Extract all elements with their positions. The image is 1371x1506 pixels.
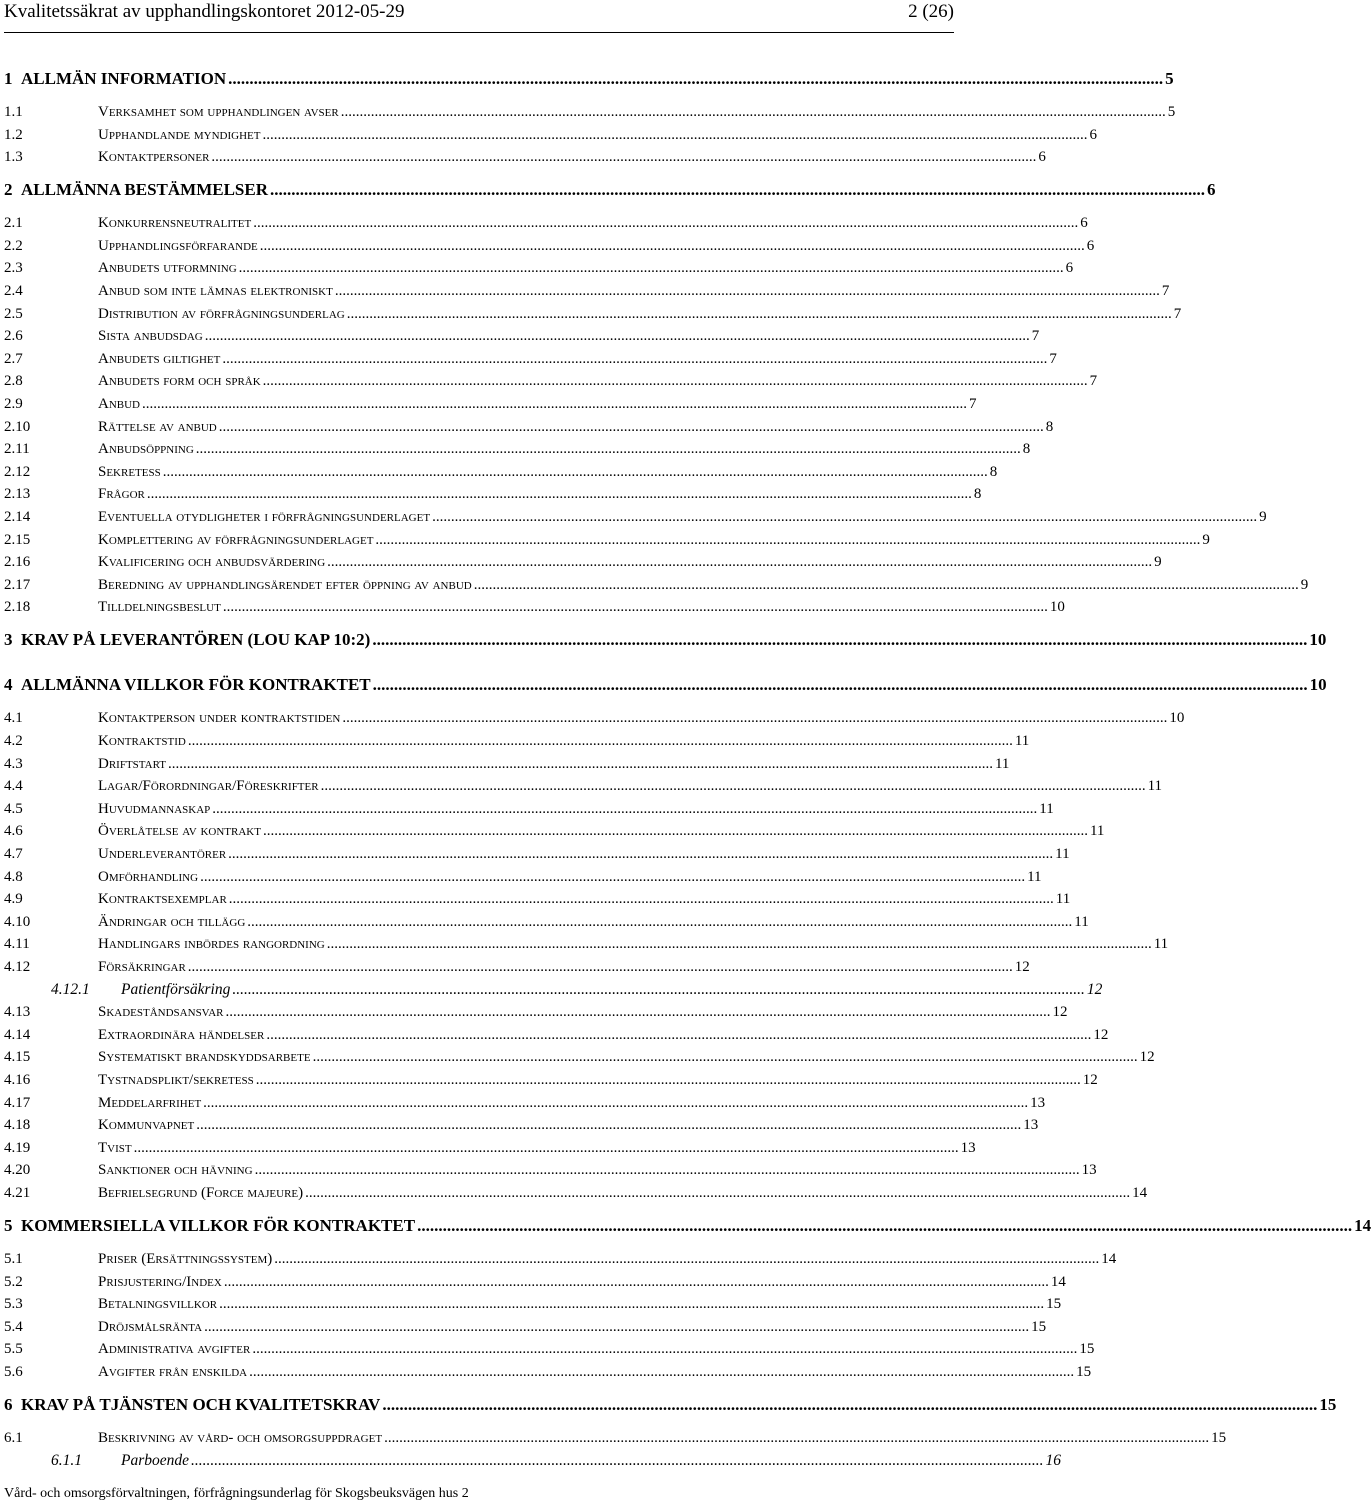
dot-leader: ............................................................................................................................................................................................................................ [417,1216,1353,1235]
dot-leader: ............................................................................................................................................................................................................................ [255,1072,1081,1088]
toc-entry-page: 11 [1074,914,1089,930]
toc-entry-title: Anbud [98,396,141,412]
toc-entry-title: Beskrivning av vård- och omsorgsuppdraget [98,1430,383,1446]
toc-entry[interactable] [0,529,1210,551]
toc-entry[interactable] [0,303,1182,325]
dot-leader: ............................................................................................................................................................................................................................ [211,149,1037,165]
toc-entry[interactable] [0,393,977,415]
dot-leader: ............................................................................................................................................................................................................................ [320,778,1146,794]
dot-leader: ............................................................................................................................................................................................................................ [327,554,1153,570]
toc-entry-number: 5.2 [4,1274,23,1290]
toc-entry-number: 4.21 [4,1185,31,1201]
dot-leader: ............................................................................................................................................................................................................................ [274,1251,1100,1267]
dot-leader: ............................................................................................................................................................................................................................ [204,1319,1030,1335]
toc-entry-title: Kommunvapnet [98,1117,195,1133]
toc-entry-page: 8 [1022,441,1031,457]
dot-leader: ............................................................................................................................................................................................................................ [372,630,1308,649]
toc-entry-number: 1 [4,69,13,88]
toc-entry-page: 14 [1132,1185,1148,1201]
dot-leader: ............................................................................................................................................................................................................................ [342,710,1168,726]
toc-entry[interactable] [0,707,1185,729]
toc-entry[interactable] [0,911,1089,933]
toc-entry-page: 15 [1079,1341,1095,1357]
page-footer: Vård- och omsorgsförvaltningen, förfrågningsunderlag för Skogsbeuksvägen hus 2 [4,1486,469,1501]
toc-entry-number: 4.9 [4,891,23,907]
toc-entry-page: 6 [1086,238,1095,254]
toc-entry-title: Anbudets utformning [98,260,237,276]
toc-entry-number: 5.1 [4,1251,23,1267]
toc-entry[interactable] [0,124,1097,146]
toc-entry-number: 4.2 [4,733,23,749]
toc-entry-page: 10 [1049,599,1065,615]
toc-entry-number: 5.4 [4,1319,23,1335]
toc-entry-page: 14 [1050,1274,1066,1290]
toc-entry[interactable] [0,1069,1098,1091]
toc-entry[interactable] [0,280,1170,302]
toc-entry[interactable] [0,438,1031,460]
toc-entry-title: KRAV PÅ LEVERANTÖREN (LOU KAP 10:2) [21,630,371,649]
toc-entry-title: Sanktioner och hävning [98,1162,253,1178]
toc-entry-number: 5.3 [4,1296,23,1312]
toc-entry[interactable] [0,1271,1066,1293]
dot-leader: ............................................................................................................................................................................................................................ [375,532,1201,548]
dot-leader: ............................................................................................................................................................................................................................ [167,756,993,772]
toc-entry[interactable] [0,179,1216,201]
toc-entry[interactable] [0,979,1103,1001]
toc-entry-page: 13 [1030,1095,1046,1111]
toc-entry-page: 8 [1045,419,1054,435]
toc-entry-number: 4.12 [4,959,31,975]
toc-entry-number: 2.5 [4,306,23,322]
toc-entry-title: KOMMERSIELLA VILLKOR FÖR KONTRAKTET [21,1216,416,1235]
toc-entry[interactable] [0,1114,1039,1136]
dot-leader: ............................................................................................................................................................................................................................ [334,283,1160,299]
toc-entry-title: Dröjsmålsränta [98,1319,203,1335]
toc-entry-title: Driftstart [98,756,166,772]
toc-entry-page: 7 [1049,351,1057,367]
toc-entry[interactable] [0,1427,1227,1449]
dot-leader: ............................................................................................................................................................................................................................ [162,464,988,480]
dot-leader: ............................................................................................................................................................................................................................ [262,373,1088,389]
toc-entry[interactable] [0,1046,1155,1068]
toc-entry[interactable] [0,1450,1062,1472]
dot-leader: ............................................................................................................................................................................................................................ [146,486,972,502]
toc-entry-title: Meddelarfrihet [98,1095,202,1111]
toc-entry[interactable] [0,753,1010,775]
toc-entry-title: Överlåtelse av kontrakt [98,823,261,839]
header-page-number: 2 (26) [908,1,954,22]
toc-entry-title: Kontaktpersoner [98,149,210,165]
toc-entry-page: 8 [989,464,998,480]
toc-entry-page: 14 [1354,1216,1371,1235]
toc-entry-number: 2.10 [4,419,31,435]
toc-entry-page: 11 [1055,846,1070,862]
toc-entry-number: 6.1.1 [51,1452,82,1469]
dot-leader: ............................................................................................................................................................................................................................ [382,1395,1318,1414]
toc-entry-page: 6 [1207,180,1216,199]
toc-entry-title: Upphandlande myndighet [98,127,261,143]
dot-leader: ............................................................................................................................................................................................................................ [326,936,1152,952]
toc-entry-page: 15 [1031,1319,1047,1335]
toc-entry-number: 2.9 [4,396,23,412]
toc-entry-title: Handlingars inbördes rangordning [98,936,325,952]
toc-entry[interactable] [0,775,1163,797]
toc-entry-page: 15 [1211,1430,1227,1446]
toc-entry-number: 2.14 [4,509,31,525]
dot-leader: ............................................................................................................................................................................................................................ [259,238,1085,254]
dot-leader: ............................................................................................................................................................................................................................ [247,914,1073,930]
dot-leader: ............................................................................................................................................................................................................................ [228,69,1164,88]
toc-entry-page: 7 [1173,306,1182,322]
toc-entry[interactable] [0,235,1095,257]
toc-entry[interactable] [0,1024,1109,1046]
dot-leader: ............................................................................................................................................................................................................................ [212,801,1038,817]
toc-entry-number: 2.1 [4,215,23,231]
dot-leader: ............................................................................................................................................................................................................................ [203,1095,1029,1111]
dot-leader: ............................................................................................................................................................................................................................ [228,846,1054,862]
toc-entry-page: 11 [994,756,1010,772]
toc-entry-title: Huvudmannaskap [98,801,211,817]
toc-entry-page: 9 [1202,532,1210,548]
toc-entry-number: 2.16 [4,554,31,570]
toc-entry-title: Betalningsvillkor [98,1296,218,1312]
toc-entry-title: Rättelse av anbud [98,419,217,435]
toc-entry[interactable] [0,1293,1062,1315]
toc-entry-title: Tvist [98,1140,132,1156]
dot-leader: ............................................................................................................................................................................................................................ [196,1117,1022,1133]
toc-entry[interactable] [0,596,1065,618]
dot-leader: ............................................................................................................................................................................................................................ [187,733,1013,749]
toc-entry[interactable] [0,68,1174,90]
dot-leader: ............................................................................................................................................................................................................................ [222,351,1048,367]
toc-entry-number: 1.2 [4,127,23,143]
toc-entry-title: Underleverantörer [98,846,227,862]
toc-entry[interactable] [0,888,1071,910]
toc-entry-number: 4.5 [4,801,23,817]
toc-entry-page: 10 [1169,710,1185,726]
toc-entry-number: 4.1 [4,710,23,726]
toc-entry-page: 6 [1089,127,1097,143]
toc-entry-title: Beredning av upphandlingsärendet efter öppning av anbud [98,577,472,593]
toc-entry-page: 6 [1038,149,1046,165]
toc-entry-page: 13 [1081,1162,1097,1178]
toc-entry-title: Konkurrensneutralitet [98,215,252,231]
toc-entry-title: Verksamhet som upphandlingen avser [98,104,339,120]
toc-entry-page: 12 [1086,981,1103,998]
toc-entry-page: 11 [1153,936,1169,952]
toc-entry[interactable] [0,416,1054,438]
dot-leader: ............................................................................................................................................................................................................................ [432,509,1258,525]
toc-entry-title: Frågor [98,486,145,502]
toc-entry-title: ALLMÄN INFORMATION [21,69,227,88]
toc-entry-title: Tystnadsplikt/sekretess [98,1072,254,1088]
toc-entry-number: 6 [4,1395,13,1414]
toc-entry-page: 11 [1089,823,1105,839]
toc-entry-title: Befrielsegrund (Force majeure) [98,1185,304,1201]
toc-entry-page: 5 [1167,104,1176,120]
toc-entry-page: 14 [1101,1251,1117,1267]
toc-entry-page: 16 [1045,1452,1062,1469]
toc-entry[interactable] [0,212,1088,234]
dot-leader: ............................................................................................................................................................................................................................ [228,891,1054,907]
dot-leader: ............................................................................................................................................................................................................................ [249,1364,1075,1380]
toc-entry-page: 6 [1065,260,1074,276]
dot-leader: ............................................................................................................................................................................................................................ [142,396,968,412]
toc-entry-number: 2.12 [4,464,31,480]
dot-leader: ............................................................................................................................................................................................................................ [254,1162,1080,1178]
toc-entry-title: Systematiskt brandskyddsarbete [98,1049,311,1065]
toc-entry[interactable] [0,1092,1046,1114]
toc-entry[interactable] [0,674,1327,696]
toc-entry-page: 9 [1154,554,1162,570]
toc-entry-number: 2.8 [4,373,23,389]
toc-entry-title: Försäkringar [98,959,186,975]
toc-entry-title: Anbudsöppning [98,441,194,457]
toc-entry-number: 4.7 [4,846,23,862]
toc-entry-number: 2.18 [4,599,31,615]
toc-entry-title: Omförhandling [98,869,199,885]
dot-leader: ............................................................................................................................................................................................................................ [232,981,1085,998]
dot-leader: ............................................................................................................................................................................................................................ [340,104,1166,120]
toc-entry-number: 4.10 [4,914,31,930]
toc-entry[interactable] [0,1248,1117,1270]
toc-entry-page: 7 [969,396,977,412]
toc-entry-title: Kontraktstid [98,733,186,749]
toc-entry-title: KRAV PÅ TJÄNSTEN OCH KVALITETSKRAV [21,1395,381,1414]
toc-entry-title: Upphandlingsförfarande [98,238,258,254]
toc-entry[interactable] [0,1338,1095,1360]
dot-leader: ............................................................................................................................................................................................................................ [253,215,1079,231]
dot-leader: ............................................................................................................................................................................................................................ [225,1004,1051,1020]
toc-entry-number: 2.3 [4,260,23,276]
toc-entry-page: 9 [1300,577,1309,593]
dot-leader: ............................................................................................................................................................................................................................ [262,823,1088,839]
dot-leader: ............................................................................................................................................................................................................................ [372,675,1308,694]
dot-leader: ............................................................................................................................................................................................................................ [384,1430,1210,1446]
toc-entry-page: 10 [1309,675,1327,694]
toc-entry-number: 4.11 [4,936,30,952]
toc-entry-number: 2 [4,180,13,199]
toc-entry-number: 4.8 [4,869,23,885]
toc-entry-number: 4.13 [4,1004,31,1020]
toc-entry[interactable] [0,483,982,505]
toc-entry-number: 2.13 [4,486,31,502]
toc-entry[interactable] [0,551,1162,573]
toc-entry-title: Lagar/Förordningar/Föreskrifter [98,778,319,794]
toc-entry[interactable] [0,866,1042,888]
toc-entry[interactable] [0,461,998,483]
toc-entry-title: Anbudets form och språk [98,373,261,389]
toc-entry-number: 1.1 [4,104,23,120]
toc-entry-page: 12 [1093,1027,1109,1043]
toc-entry[interactable] [0,629,1327,651]
toc-entry-page: 11 [1027,869,1042,885]
toc-entry-number: 4.4 [4,778,23,794]
dot-leader: ............................................................................................................................................................................................................................ [200,869,1026,885]
toc-entry-number: 1.3 [4,149,23,165]
toc-entry[interactable] [0,146,1046,168]
toc-entry[interactable] [0,1394,1337,1416]
toc-entry-page: 13 [1023,1117,1039,1133]
dot-leader: ............................................................................................................................................................................................................................ [312,1049,1138,1065]
toc-entry[interactable] [0,370,1098,392]
toc-entry[interactable] [0,1001,1068,1023]
toc-entry-title: Tilldelningsbeslut [98,599,221,615]
toc-entry[interactable] [0,730,1030,752]
toc-entry-page: 5 [1165,69,1174,88]
dot-leader: ............................................................................................................................................................................................................................ [238,260,1064,276]
toc-entry[interactable] [0,956,1030,978]
toc-entry-number: 4 [4,675,13,694]
toc-entry-number: 4.12.1 [51,981,90,998]
toc-entry-page: 15 [1046,1296,1062,1312]
toc-entry-number: 2.4 [4,283,23,299]
toc-entry-number: 2.11 [4,441,30,457]
toc-entry-number: 5 [4,1216,13,1235]
toc-entry-number: 4.19 [4,1140,31,1156]
toc-entry-page: 8 [973,486,982,502]
toc-entry-number: 4.20 [4,1162,31,1178]
toc-entry-number: 4.14 [4,1027,31,1043]
toc-entry[interactable] [0,1316,1047,1338]
toc-entry-title: Extraordinära händelser [98,1027,265,1043]
toc-entry-page: 15 [1319,1395,1337,1414]
toc-entry[interactable] [0,1159,1097,1181]
toc-entry-page: 11 [1055,891,1071,907]
toc-entry-page: 9 [1259,509,1267,525]
toc-entry-number: 3 [4,630,13,649]
dot-leader: ............................................................................................................................................................................................................................ [218,419,1044,435]
toc-entry-page: 12 [1139,1049,1155,1065]
toc-entry-title: Administrativa avgifter [98,1341,251,1357]
dot-leader: ............................................................................................................................................................................................................................ [252,1341,1078,1357]
toc-entry-number: 4.16 [4,1072,31,1088]
toc-entry-page: 15 [1076,1364,1092,1380]
dot-leader: ............................................................................................................................................................................................................................ [219,1296,1045,1312]
toc-entry[interactable] [0,506,1267,528]
toc-entry-title: Eventuella otydligheter i förfrågningsunderlaget [98,509,431,525]
toc-entry-page: 10 [1309,630,1327,649]
toc-entry[interactable] [0,574,1309,596]
toc-entry[interactable] [0,1361,1092,1383]
dot-leader: ............................................................................................................................................................................................................................ [473,577,1299,593]
toc-entry-page: 7 [1161,283,1170,299]
toc-entry[interactable] [0,843,1070,865]
toc-entry-title: Patientförsäkring [121,981,231,998]
dot-leader: ............................................................................................................................................................................................................................ [222,599,1048,615]
toc-entry-number: 2.15 [4,532,31,548]
toc-entry-title: ALLMÄNNA VILLKOR FÖR KONTRAKTET [21,675,371,694]
dot-leader: ............................................................................................................................................................................................................................ [204,328,1030,344]
toc-entry[interactable] [0,101,1176,123]
toc-entry-page: 12 [1014,959,1030,975]
toc-entry-page: 6 [1080,215,1088,231]
toc-entry-title: Priser (Ersättningssystem) [98,1251,273,1267]
toc-entry-page: 7 [1089,373,1098,389]
toc-entry-number: 4.18 [4,1117,31,1133]
header-title: Kvalitetssäkrat av upphandlingskontoret 2012-05-29 [4,1,405,22]
dot-leader: ............................................................................................................................................................................................................................ [270,180,1206,199]
toc-entry-number: 2.2 [4,238,23,254]
toc-entry-title: Kvalificering och anbudsvärdering [98,554,326,570]
toc-entry[interactable] [0,933,1169,955]
toc-entry-title: Distribution av förfrågningsunderlag [98,306,345,322]
toc-entry-page: 12 [1052,1004,1068,1020]
dot-leader: ............................................................................................................................................................................................................................ [187,959,1013,975]
toc-entry-page: 11 [1014,733,1030,749]
dot-leader: ............................................................................................................................................................................................................................ [346,306,1172,322]
toc-entry[interactable] [0,257,1074,279]
toc-entry[interactable] [0,820,1105,842]
toc-entry-page: 12 [1082,1072,1098,1088]
toc-entry-page: 7 [1031,328,1040,344]
toc-entry-number: 6.1 [4,1430,23,1446]
dot-leader: ............................................................................................................................................................................................................................ [133,1140,959,1156]
toc-entry-title: Komplettering av förfrågningsunderlaget [98,532,374,548]
toc-entry-number: 2.6 [4,328,23,344]
toc-entry-page: 13 [960,1140,976,1156]
toc-entry[interactable] [0,1182,1148,1204]
toc-entry-number: 4.15 [4,1049,31,1065]
dot-leader: ............................................................................................................................................................................................................................ [262,127,1088,143]
toc-entry-number: 4.17 [4,1095,31,1111]
toc-entry-title: Anbudets giltighet [98,351,221,367]
toc-entry[interactable] [0,348,1057,370]
dot-leader: ............................................................................................................................................................................................................................ [223,1274,1049,1290]
toc-entry-number: 2.17 [4,577,31,593]
dot-leader: ............................................................................................................................................................................................................................ [191,1452,1044,1469]
toc-entry-page: 11 [1147,778,1163,794]
toc-entry-title: Ändringar och tillägg [98,914,246,930]
toc-entry-title: Anbud som inte lämnas elektroniskt [98,283,333,299]
toc-entry-number: 4.6 [4,823,23,839]
toc-entry[interactable] [0,1215,1371,1237]
toc-entry-title: Skadeståndsansvar [98,1004,224,1020]
toc-entry-title: Parboende [121,1452,190,1469]
toc-entry-number: 2.7 [4,351,23,367]
toc-entry[interactable] [0,1137,976,1159]
toc-entry[interactable] [0,325,1040,347]
toc-entry[interactable] [0,798,1054,820]
toc-entry-title: ALLMÄNNA BESTÄMMELSER [21,180,269,199]
toc-entry-number: 5.6 [4,1364,23,1380]
dot-leader: ............................................................................................................................................................................................................................ [305,1185,1131,1201]
toc-entry-title: Prisjustering/Index [98,1274,222,1290]
toc-entry-number: 4.3 [4,756,23,772]
toc-entry-title: Sekretess [98,464,161,480]
dot-leader: ............................................................................................................................................................................................................................ [266,1027,1092,1043]
toc-entry-title: Sista anbudsdag [98,328,203,344]
dot-leader: ............................................................................................................................................................................................................................ [195,441,1021,457]
toc-entry-number: 5.5 [4,1341,23,1357]
toc-entry-page: 11 [1039,801,1054,817]
toc-entry-title: Kontraktsexemplar [98,891,227,907]
toc-entry-title: Avgifter från enskilda [98,1364,248,1380]
toc-entry-title: Kontaktperson under kontraktstiden [98,710,341,726]
